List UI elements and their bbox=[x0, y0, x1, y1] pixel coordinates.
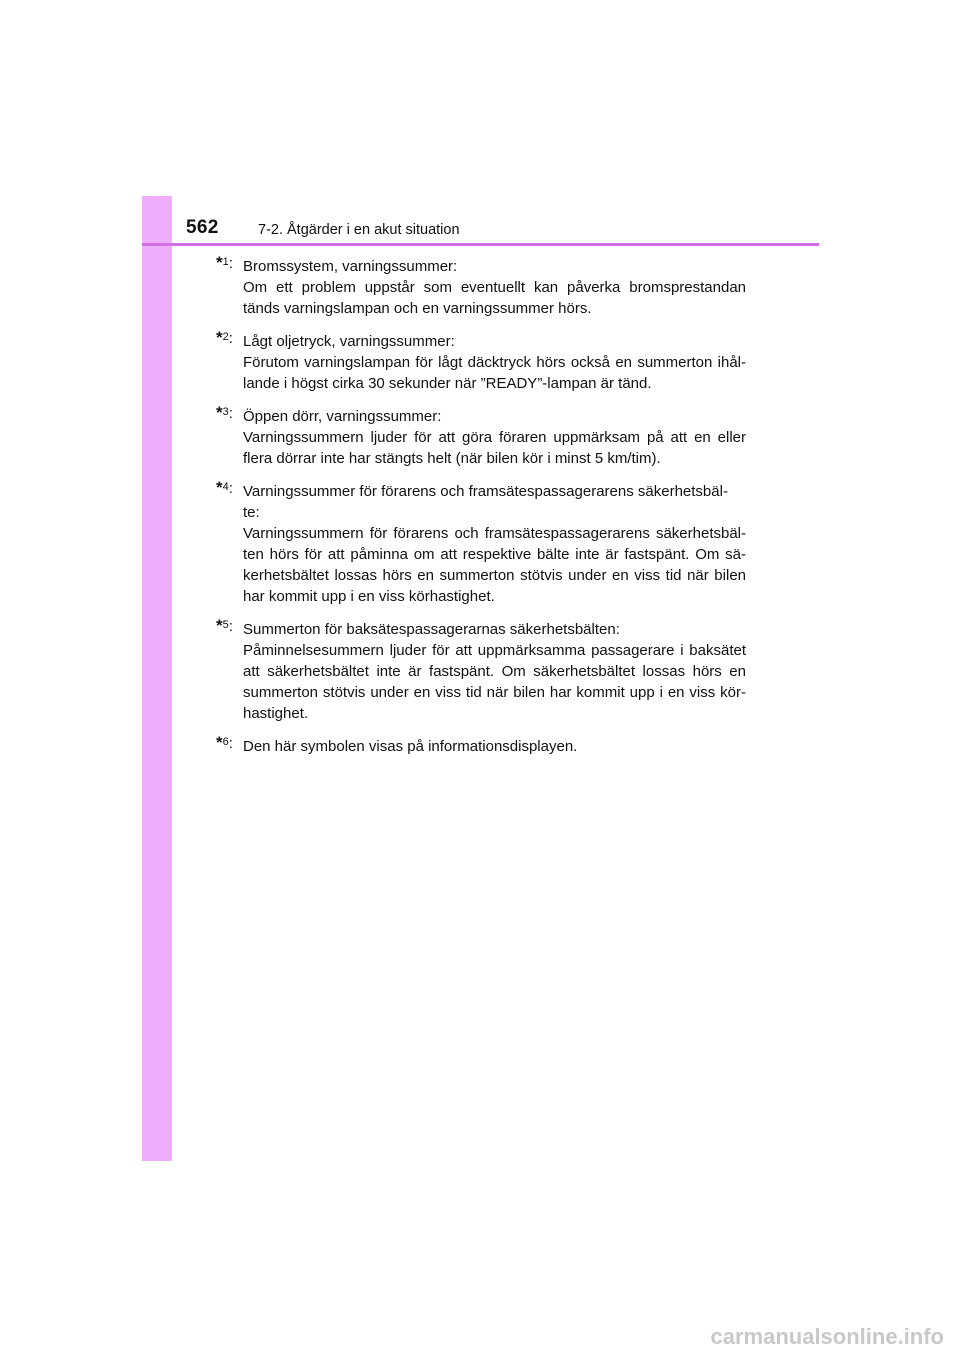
footnote-marker: *$^6$: bbox=[216, 733, 233, 752]
footnote-marker: *$^3$: bbox=[216, 403, 233, 422]
footnote-title: Bromssystem, varningssummer: bbox=[243, 258, 458, 275]
footnote bbox=[216, 253, 746, 319]
side-color-bar bbox=[142, 196, 172, 1161]
footnote-title: Summerton för baksätespassagerarnas säkerhetsbälten: bbox=[243, 621, 620, 638]
footnote-title: Varningssummer för förarens och framsätespassagerarens säkerhetsbäl- te: bbox=[243, 483, 728, 521]
footnote bbox=[216, 403, 746, 469]
footnote bbox=[216, 328, 746, 394]
footnote-marker: *$^2$: bbox=[216, 328, 233, 347]
footnote-title: Lågt oljetryck, varningssummer: bbox=[243, 333, 455, 350]
footnote-body: Påminnelsesummern ljuder för att uppmärksamma passagerare i baksätet att säkerhetsbältet inte är fastspänt. Om säkerhetsbältet lossas hörs en summerton stötvis under en viss tid när bilen har kommit upp i en viss kör- hastighet. bbox=[243, 642, 746, 722]
footnote-marker: *$^4$: bbox=[216, 478, 233, 497]
footnote bbox=[216, 616, 746, 724]
header-rule bbox=[142, 243, 819, 246]
footnote-title: Öppen dörr, varningssummer: bbox=[243, 408, 442, 425]
footnote bbox=[216, 733, 746, 757]
footnote-body: Varningssummern för förarens och framsätespassagerarens säkerhetsbäl- ten hörs för att påminna om att respektive bälte inte är fastspänt. Om sä- kerhetsbältet lossas hörs en summerton stötvis under en viss tid när bilen har kommit upp i en viss körhastighet. bbox=[243, 525, 746, 605]
footnote-title: Den här symbolen visas på informationsdisplayen. bbox=[243, 738, 578, 755]
footnote bbox=[216, 478, 746, 607]
footnote-marker: *$^5$: bbox=[216, 616, 233, 635]
page-number: 562 bbox=[186, 217, 219, 238]
footnote-body: Om ett problem uppstår som eventuellt kan påverka bromsprestandan tänds varningslampan och en varningssummer hörs. bbox=[243, 279, 746, 317]
footnote-list bbox=[216, 253, 746, 769]
section-title: 7-2. Åtgärder i en akut situation bbox=[258, 222, 460, 238]
watermark: carmanualsonline.info bbox=[710, 1324, 944, 1349]
footnote-marker: *$^1$: bbox=[216, 253, 233, 272]
footnote-body: Förutom varningslampan för lågt däcktryck hörs också en summerton ihål- lande i högst cirka 30 sekunder när ”READY”-lampan är tänd. bbox=[243, 354, 746, 392]
footnote-body: Varningssummern ljuder för att göra föraren uppmärksam på att en eller flera dörrar inte har stängts helt (när bilen kör i minst 5 km/tim). bbox=[243, 429, 746, 467]
